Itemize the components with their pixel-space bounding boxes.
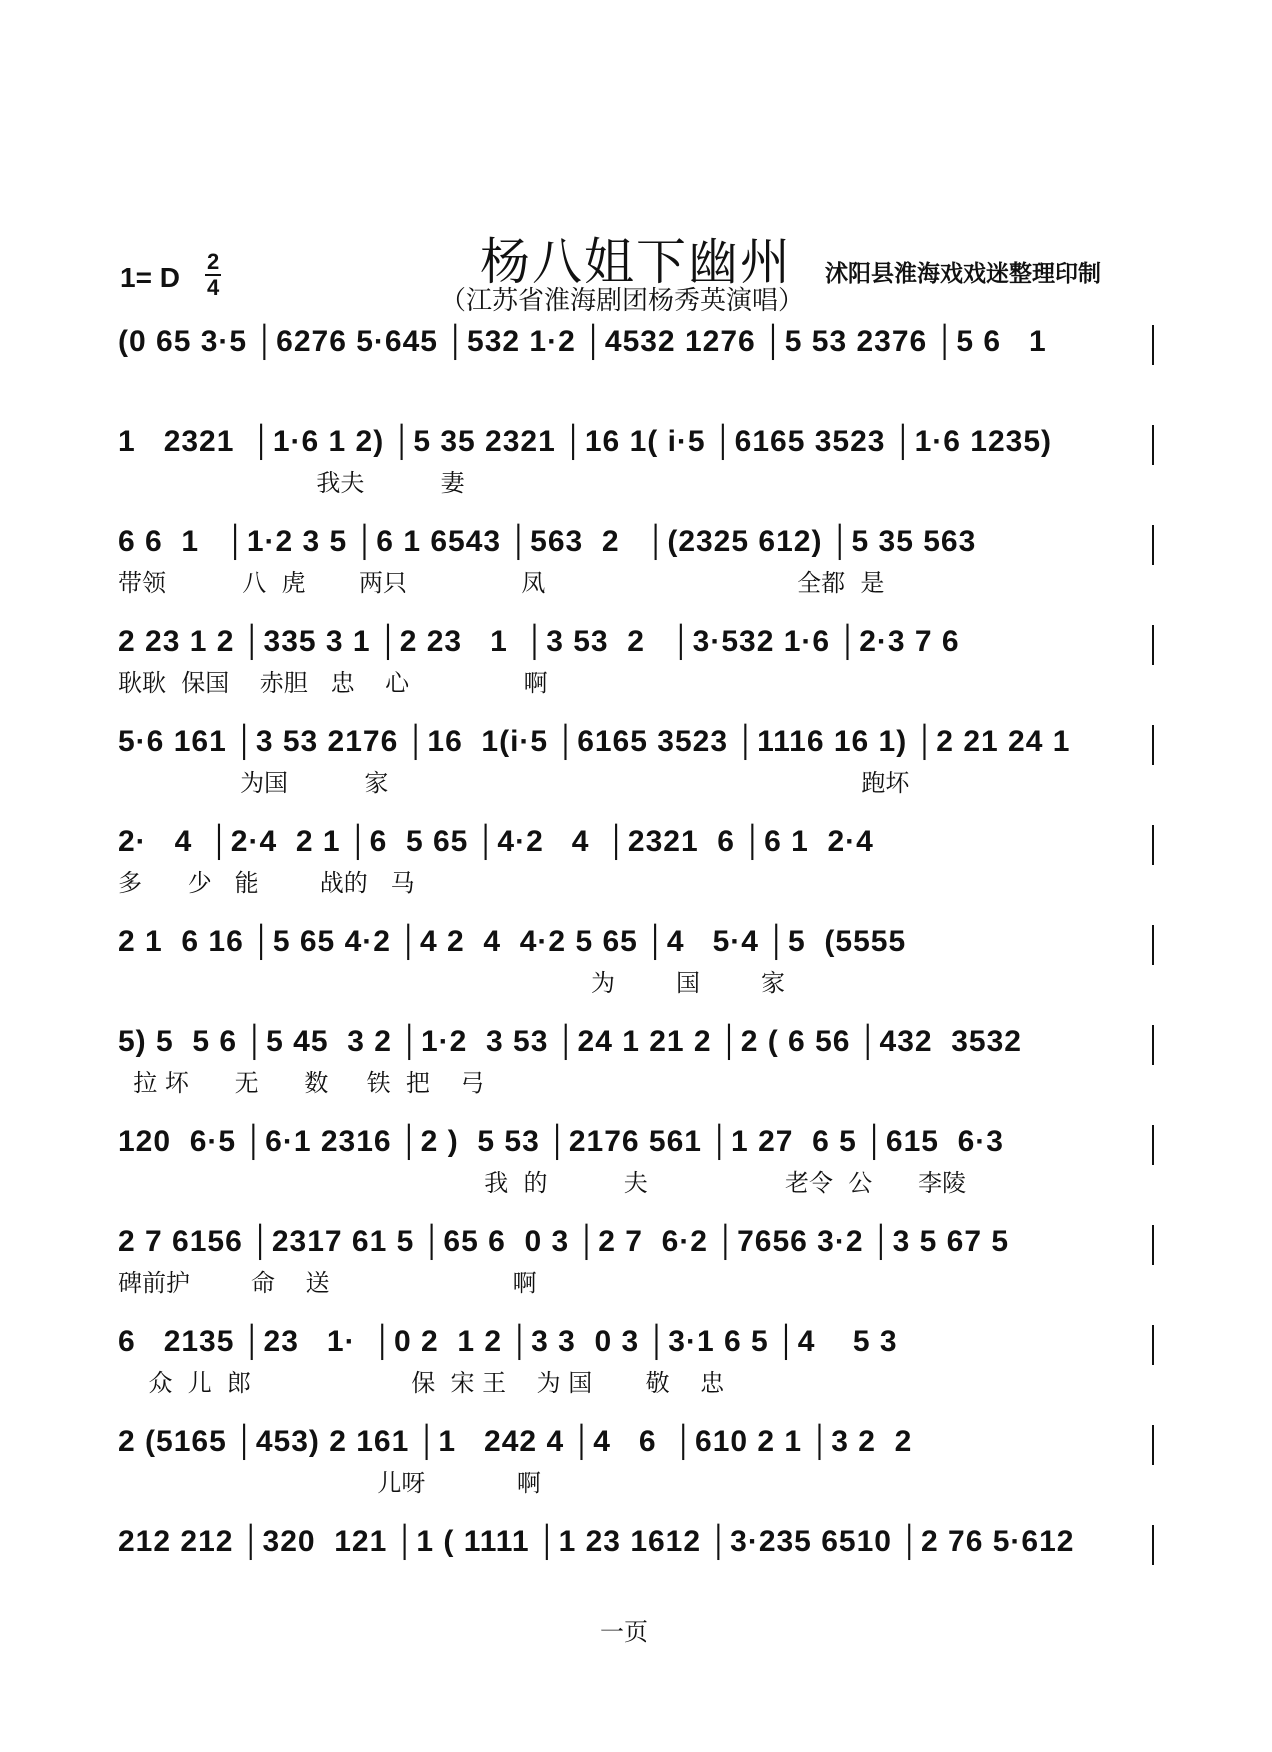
lyrics-line: 多 少 能 战的 马 [118, 869, 415, 897]
lyrics-line: 我 的 夫 老令 公 李陵 [118, 1169, 967, 1197]
end-barline [1152, 1325, 1154, 1365]
lyrics-line: 为国 家 跑坏 [118, 769, 910, 797]
end-barline [1152, 1125, 1154, 1165]
lyrics-line: 儿呀 啊 [118, 1469, 541, 1497]
end-barline [1152, 825, 1154, 865]
end-barline [1152, 1225, 1154, 1265]
page-title: 杨八姐下幽州 [480, 233, 792, 291]
notes-line: 2 1 6 16 │5 65 4·2 │4 2 4 4·2 5 65 │4 5·4 │5 (5555 [118, 925, 907, 958]
notes-line: 5) 5 5 6 │5 45 3 2 │1·2 3 53 │24 1 21 2 │2 ( 6 56 │432 3532 [118, 1025, 1022, 1058]
lyrics-line: 碑前护 命 送 啊 [118, 1269, 537, 1297]
lyrics-line: 我夫 妻 [118, 469, 465, 497]
lyrics-line: 带领 八 虎 两只 凤 全都 是 [118, 569, 885, 597]
notes-line: 2 (5165 │453) 2 161 │1 242 4 │4 6 │610 2 1 │3 2 2 [118, 1425, 913, 1458]
notes-line: 6 6 1 │1·2 3 5 │6 1 6543 │563 2 │(2325 612) │5 35 563 [118, 525, 977, 558]
page-number: 一页 [600, 1618, 648, 1646]
end-barline [1152, 1525, 1154, 1565]
end-barline [1152, 325, 1154, 365]
notes-line: 2 23 1 2 │335 3 1 │2 23 1 │3 53 2 │3·532 1·6 │2·3 7 6 [118, 625, 960, 658]
end-barline [1152, 1425, 1154, 1465]
end-barline [1152, 1025, 1154, 1065]
notes-line: 120 6·5 │6·1 2316 │2 ) 5 53 │2176 561 │1 27 6 5 │615 6·3 [118, 1125, 1004, 1158]
notes-line: 6 2135 │23 1· │0 2 1 2 │3 3 0 3 │3·1 6 5 │4 5 3 [118, 1325, 898, 1358]
end-barline [1152, 625, 1154, 665]
end-barline [1152, 925, 1154, 965]
notes-line: (0 65 3·5 │6276 5·645 │532 1·2 │4532 1276 │5 53 2376 │5 6 1 [118, 325, 1047, 358]
end-barline [1152, 525, 1154, 565]
end-barline [1152, 725, 1154, 765]
meter-bottom: 4 [207, 275, 220, 300]
time-signature [205, 250, 221, 300]
end-barline [1152, 425, 1154, 465]
lyrics-line: 拉 坏 无 数 铁 把 弓 [118, 1069, 485, 1097]
notes-line: 2 7 6156 │2317 61 5 │65 6 0 3 │2 7 6·2 │7656 3·2 │3 5 67 5 [118, 1225, 1010, 1258]
notes-line: 212 212 │320 121 │1 ( 1111 │1 23 1612 │3·235 6510 │2 76 5·612 [118, 1525, 1075, 1558]
notes-line: 2· 4 │2·4 2 1 │6 5 65 │4·2 4 │2321 6 │6 1 2·4 [118, 825, 874, 858]
lyrics-line: 为 国 家 [118, 969, 786, 997]
key-signature: 1= D [120, 262, 180, 293]
performer-note: （江苏省淮海剧团杨秀英演唱） [440, 286, 805, 316]
meter-top: 2 [207, 249, 220, 274]
lyrics-line: 耿耿 保国 赤胆 忠 心 啊 [118, 669, 548, 697]
credit-line: 沭阳县淮海戏戏迷整理印制 [825, 261, 1101, 287]
notes-line: 1 2321 │1·6 1 2) │5 35 2321 │16 1( i·5 │6165 3523 │1·6 1235) [118, 425, 1052, 458]
notes-line: 5·6 161 │3 53 2176 │16 1(i·5 │6165 3523 │1116 16 1) │2 21 24 1 [118, 725, 1071, 758]
lyrics-line: 众 儿 郎 保 宋 王 为 国 敬 忠 [118, 1369, 725, 1397]
